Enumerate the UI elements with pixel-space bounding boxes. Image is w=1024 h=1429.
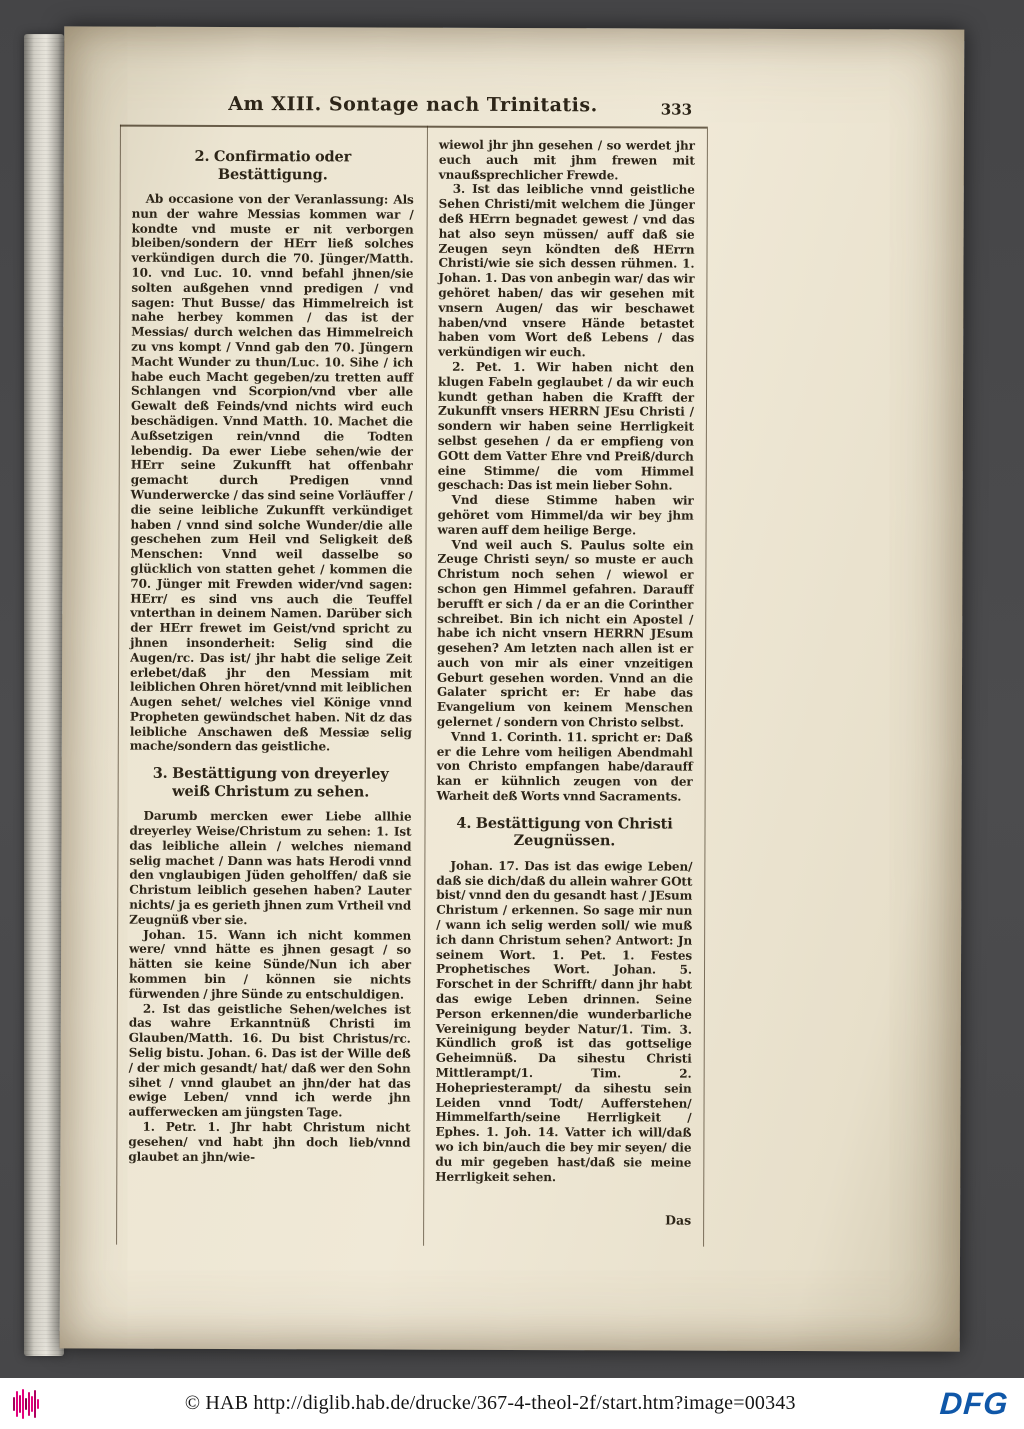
frame-rule-left [116,125,121,1245]
dfg-logo: DFG [938,1385,1010,1421]
section-heading: 3. Bestättigung von dreyerley weiß Christum zu sehen. [152,765,389,801]
page-number: 333 [660,100,693,119]
paragraph: Vnd diese Stimme haben wir gehöret vom Himmel/da wir bey jhm waren auff dem heilige Berge. [437,492,694,538]
scanned-page [60,26,965,1351]
paragraph: Vnd weil auch S. Paulus solte ein Zeuge Christi seyn/ so muste er auch Christum noch sehen / wiewol er schon gen Himmel gefahren. Darauff berufft er sich / da er an die Corinther schreibet. Bin ich nicht ein Apostel / habe ich nicht vnsern HERRN JEsum gesehen? Am letzten nach allen ist er auch von mir als einer vnzeitigen Geburt gesehen worden. Vnnd an die Galater spricht er: Er habe das Evangelium von keinem Menschen gelernet / sondern von Christo selbst. [436,537,694,730]
column-left [128,137,414,1165]
paragraph: 2. Ist das geistliche Sehen/welches ist das wahre Erkanntnüß Christi im Glauben/Matth. 16. Du bist Christus/rc. Selig bistu. Johan. 6. Das ist der Wille deß / der mich gesandt/ hat/ daß wer den Sohn sihet / vnnd glaubet an jhn/der hat das ewige Leben/ vnnd ich werde jhn aufferwecken am jüngsten Tage. [128,1001,411,1120]
paragraph: Ab occasione von der Veranlassung: Als nun der wahre Messias kommen war / kondte vnd muste er nit verborgen bleiben/sondern der HErr ließ solches verkündigen durch die 70. Jünger/Matth. 10. vnd Luc. 10. vnnd befahl jhnen/sie solten außgehen vnnd predigen / vnd sagen: Thut Busse/ das Himmelreich ist nahe herbey kommen / das ist der Messias/ durch welchen das Himmelreich zu vns kompt / Vnnd gab den 70. Jüngern Macht Wunder zu thun/Luc. 10. Sihe / ich habe euch Macht gegeben/zu tretten auff Schlangen vnd Scorpion/vnd vber alle Gewalt deß Feinds/vnd nichts wird euch beschädigen. Vnnd Matth. 10. Machet die Außsetzigen rein/vnnd die Todten lebendig. Da ewer Liebe sehen/wie der HErr seine Zukunfft hat offenbahr gemacht durch Predigen vnnd Wunderwercke / das sind seine Vorläuffer / die seine leibliche Zukunfft verkündiget haben / vnnd sind solche Wunder/die alle geschehen zum Heil vnd Seligkeit deß Menschen: Vnnd weil dasselbe so glücklich von statten gehet / kommen die 70. Jünger mit Frewden wider/vnd sagen: HErr/ es sind vns auch die Teuffel vnterthan in deinem Namen. Darüber sich der HErr frewet im Geist/vnd spricht zu jhnen insonderheit: Selig sind die Augen/rc. Das ist/ jhr habt die selige Zeit erlebet/daß jhr den Messiam mit leiblichen Ohren höret/vnnd mit leiblichen Augen sehet/ welches viel Könige vnnd Propheten gewündschet haben. Nit dz das leibliche Anschawen deß Messiæ selig mache/sondern das geistliche. [129,191,414,754]
section-heading: 2. Confirmatio oder Bestättigung. [194,147,352,183]
header-rule [120,125,707,129]
paragraph: Vnnd 1. Corinth. 11. spricht er: Daß er die Lehre vom heiligen Abendmahl von Christo empfangen habe/darauff kan er kühnlich zeugen von der Warheit deß Worts vnnd Sacraments. [436,729,693,804]
paragraph: Darumb mercken ewer Liebe allhie dreyerley Weise/Christum zu sehen: 1. Ist das leibliche allein / welches niemand selig machet / Dann was hats Herodi vnnd den vnglaubigen Jüden geholffen/ daß sie Christum leiblich gesehen haben? Lauter nichts/ ja es gerieth jhnen zum Vrtheil vnd Zeugnüß vber sie. [129,808,412,927]
paragraph: 1. Petr. 1. Jhr habt Christum nicht gesehen/ vnd habt jhn doch lieb/vnnd glaubet an jhn/wie- [128,1119,411,1164]
page-header-title: Am XIII. Sontage nach Trinitatis. [228,93,598,117]
paragraph: Johan. 17. Das ist das ewige Leben/ daß sie dich/daß du allein wahrer GOtt bist/ vnnd den du gesandt hast / JEsum Christum / erkennen. So sage mir nun / wann ich selig werden soll/ wie muß ich dann Christum sehen? Antwort: Jn seinem Wort. 1. Pet. 1. Festes Prophetisches Wort. Johan. 5. Forschet in der Schrifft/ dann jhr habt das ewige Leben drinnen. Seine Person erkennen/die wunderbarliche Vereinigung beyder Natur/1. Tim. 3. Kündlich groß ist das gottselige Geheimnüß. Da sihestu Christi Mittlerampt/1. Tim. 2. Hohepriesterampt/ da sihestu sein Leiden vnnd Todt/ Aufferstehen/ Himmelfarth/seine Herrligkeit / Ephes. 1. Joh. 14. Vatter ich will/daß wo ich bin/auch die bey mir seyen/ die du mir gegeben hast/daß sie meine Herrligkeit sehen. [435,858,693,1184]
paragraph: wiewol jhr jhn gesehen / so werdet jhr euch auch mit jhm frewen mit vnaußsprechlicher Frewde. [438,137,695,182]
caption-bar [0,1378,1024,1429]
copyright-url-text: © HAB http://diglib.hab.de/drucke/367-4-theol-2f/start.htm?image=00343 [184,1392,796,1414]
frame-rule-right [703,127,708,1247]
section-heading: 4. Bestättigung von Christi Zeugnüssen. [456,814,673,850]
color-bars-icon [13,1387,39,1421]
book-page-edges [24,34,64,1356]
paragraph: 3. Ist das leibliche vnnd geistliche Sehen Christi/mit welchem die Jünger deß HErrn begnadet gewest / vnd das hat also seyn müssen/ auff daß sie Zeugen seyn köndten deß HErrn Christi/wie sie sich dessen rühmen. 1. Johan. 1. Das von anbegin war/ das wir gehöret haben/ das wir gesehen mit vnsern Augen/ das wir beschawet haben/vnd vnsere Hände betastet haben vom Wort deß Lebens / das verkündigen wir euch. [438,182,695,360]
paragraph: Johan. 15. Wann ich nicht kommen were/ vnnd hätte es jhnen gesagt / so hätten sie keine Sünde/Nun ich aber kommen bin / können sie nichts fürwenden / jhre Sünde zu entschuldigen. [128,927,412,1002]
column-divider-rule [423,126,428,1246]
paragraph: 2. Pet. 1. Wir haben nicht den klugen Fabeln geglaubet / da wir euch kundt gethan haben die Krafft der Zukunfft vnsers HERRN JEsu Christi / sondern wir haben seine Herrligkeit selbst gesehen / da er empfieng von GOtt dem Vatter Ehre vnd Preiß/durch eine Stimme/ die vom Himmel geschach: Das ist mein lieber Sohn. [437,359,695,493]
catchword: Das [665,1212,692,1228]
column-right [435,138,695,1185]
